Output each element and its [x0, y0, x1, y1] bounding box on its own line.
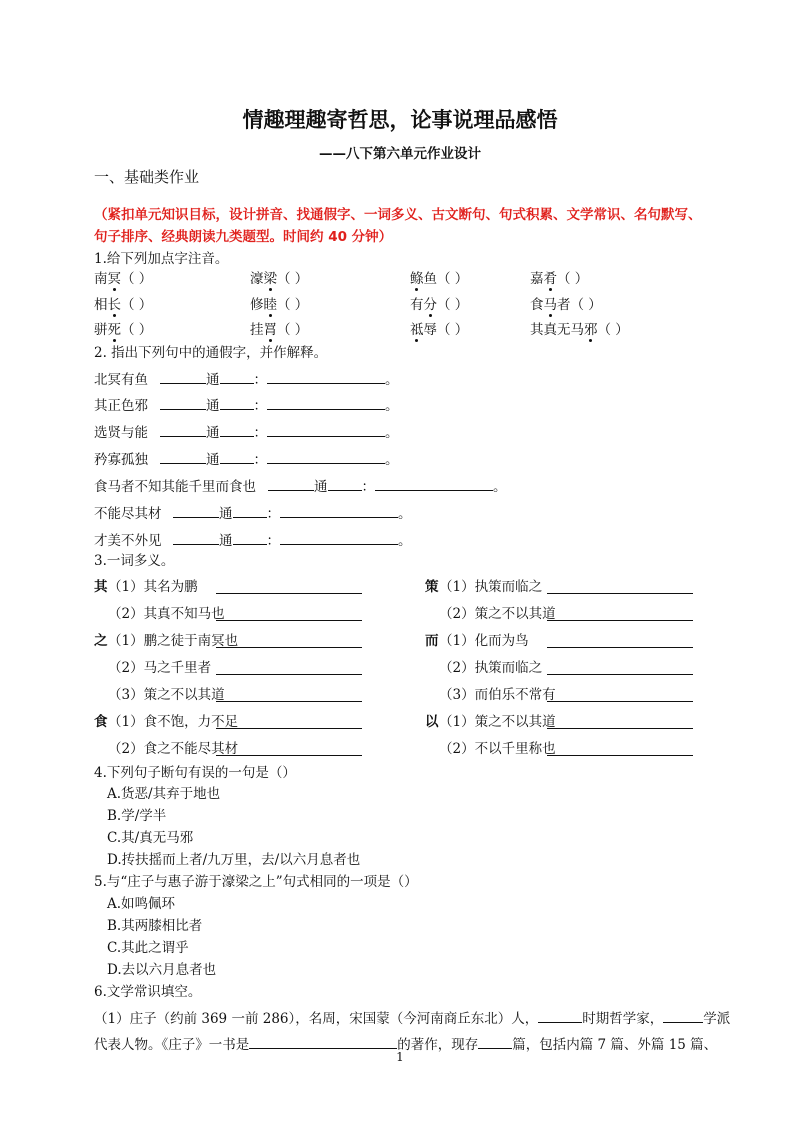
- connector-text: ：: [253, 425, 267, 441]
- connector-text: 通: [219, 533, 233, 549]
- blank-line[interactable]: [267, 397, 385, 410]
- blank-line[interactable]: [216, 701, 362, 702]
- blank-line[interactable]: [478, 1036, 512, 1049]
- key-word: 之: [94, 633, 108, 649]
- q5-option: D.去以六月息者也: [107, 962, 217, 978]
- q5-option: B.其两膝相比者: [107, 918, 203, 934]
- question-5-prompt: 5.与“庄子与惠子游于濠梁之上”句式相同的一项是（）: [94, 874, 418, 890]
- blank-line[interactable]: [216, 593, 362, 594]
- instruction-note-line2: 句子排序、经典朗读九类题型。时间约 40 分钟）: [94, 229, 393, 245]
- pinyin-word-part: 濠: [250, 271, 264, 287]
- connector-text: 通: [206, 398, 220, 414]
- usage-sentence: （2）执策而临之: [439, 660, 543, 676]
- answer-parentheses: （ ）: [277, 297, 309, 313]
- pinyin-word-part: 其真无马: [530, 322, 584, 338]
- usage-sentence: （2）马之千里者: [108, 660, 212, 676]
- pinyin-word-part: 有: [410, 297, 424, 313]
- pinyin-item[interactable]: [250, 296, 308, 314]
- polysemy-row: [94, 605, 225, 623]
- blank-line[interactable]: [267, 424, 385, 437]
- polysemy-row: [425, 578, 542, 596]
- key-word: 其: [94, 579, 108, 595]
- q4-option: A.货恶/其弃于地也: [107, 786, 221, 802]
- page-subtitle: ——八下第六单元作业设计: [319, 146, 481, 162]
- section-heading: 一、基础类作业: [94, 168, 200, 186]
- answer-parentheses: 鱼（ ）: [423, 271, 469, 287]
- q4-option: C.其/真无马邪: [107, 830, 194, 846]
- pinyin-item[interactable]: [94, 321, 152, 339]
- blank-line[interactable]: [233, 505, 267, 518]
- usage-sentence: （3）策之不以其道: [108, 687, 225, 703]
- dotted-character: 死: [107, 322, 121, 338]
- blank-line[interactable]: [267, 371, 385, 384]
- usage-sentence: （2）食之不能尽其材: [108, 741, 239, 757]
- dotted-character: 冥: [107, 271, 121, 287]
- pinyin-word-part: 挂: [250, 322, 264, 338]
- blank-line[interactable]: [538, 1010, 582, 1023]
- connector-text: 通: [314, 479, 328, 495]
- answer-parentheses: （ ）: [437, 297, 469, 313]
- key-word: 策: [425, 579, 439, 595]
- pinyin-item[interactable]: [530, 296, 602, 314]
- blank-line[interactable]: [547, 674, 693, 675]
- answer-parentheses: （ ）: [121, 297, 153, 313]
- blank-line[interactable]: [547, 728, 693, 729]
- polysemy-row: [425, 713, 556, 731]
- q6-text: （1）庄子（约前 369 一前 286），名周，宋国蒙（今河南商丘东北）人，: [94, 1011, 539, 1027]
- q5-option: A.如鸣佩环: [107, 896, 176, 912]
- blank-line[interactable]: [160, 371, 206, 384]
- blank-line[interactable]: [216, 647, 362, 648]
- connector-text: 。: [493, 479, 507, 495]
- answer-parentheses: 辱（ ）: [423, 322, 469, 338]
- blank-line[interactable]: [280, 532, 398, 545]
- tongjia-row: [94, 505, 412, 523]
- dotted-character: 祗: [410, 322, 424, 338]
- answer-parentheses: （ ）: [277, 322, 309, 338]
- blank-line[interactable]: [216, 728, 362, 729]
- usage-sentence: （2）策之不以其道: [439, 606, 556, 622]
- q4-option: D.抟扶摇而上者/九万里，去/以六月息者也: [107, 852, 361, 868]
- connector-text: 。: [385, 425, 399, 441]
- sentence-text: 不能尽其材: [94, 506, 162, 522]
- sentence-text: 其正色邪: [94, 398, 148, 414]
- dotted-character: 邪: [584, 322, 598, 338]
- blank-line[interactable]: [280, 505, 398, 518]
- dotted-character: 鲦: [410, 271, 424, 287]
- key-word: 食: [94, 714, 108, 730]
- connector-text: 通: [206, 372, 220, 388]
- pinyin-item[interactable]: [250, 321, 308, 339]
- connector-text: ：: [266, 533, 280, 549]
- blank-line[interactable]: [216, 620, 362, 621]
- dotted-character: 梁: [263, 271, 277, 287]
- pinyin-word-part: 骈: [94, 322, 108, 338]
- polysemy-row: [94, 686, 225, 704]
- blank-line[interactable]: [220, 451, 254, 464]
- q5-option: C.其此之谓乎: [107, 940, 189, 956]
- page-title: 情趣理趣寄哲思，论事说理品感悟: [242, 108, 558, 132]
- q6-text: 的著作，现存: [397, 1037, 479, 1053]
- usage-sentence: （1）其名为鹏: [108, 579, 198, 595]
- pinyin-item[interactable]: [94, 270, 152, 288]
- question-3-prompt: 3.一词多义。: [94, 553, 175, 569]
- polysemy-row: [425, 632, 529, 650]
- usage-sentence: （2）其真不知马也: [108, 606, 225, 622]
- connector-text: 通: [206, 452, 220, 468]
- question-4-prompt: 4.下列句子断句有误的一句是（）: [94, 765, 296, 781]
- connector-text: 。: [385, 452, 399, 468]
- usage-sentence: （2）不以千里称也: [439, 741, 556, 757]
- blank-line[interactable]: [547, 701, 693, 702]
- blank-line[interactable]: [328, 478, 362, 491]
- dotted-character: 长: [107, 297, 121, 313]
- answer-parentheses: （ ）: [277, 271, 309, 287]
- answer-parentheses: （ ）: [557, 271, 589, 287]
- key-word: 而: [425, 633, 439, 649]
- q6-text: 时期哲学家，: [582, 1011, 664, 1027]
- question-2-prompt: 2. 指出下列句中的通假字，并作解释。: [94, 345, 328, 361]
- q6-text: 篇，包括内篇 7 篇、外篇 15 篇、: [512, 1037, 718, 1053]
- polysemy-row: [425, 659, 542, 677]
- blank-line[interactable]: [375, 478, 493, 491]
- pinyin-word-part: 修: [250, 297, 264, 313]
- dotted-character: 肴: [543, 271, 557, 287]
- connector-text: ：: [253, 452, 267, 468]
- usage-sentence: （1）食不饱，力不足: [108, 714, 239, 730]
- answer-parentheses: （ ）: [121, 271, 153, 287]
- pinyin-item[interactable]: [530, 321, 629, 339]
- connector-text: 。: [398, 533, 412, 549]
- answer-parentheses: （ ）: [597, 322, 629, 338]
- blank-line[interactable]: [249, 1036, 397, 1049]
- connector-text: 。: [385, 372, 399, 388]
- blank-line[interactable]: [547, 647, 693, 648]
- pinyin-item[interactable]: [410, 296, 468, 314]
- dotted-character: 分: [423, 297, 437, 313]
- pinyin-item[interactable]: [410, 270, 468, 288]
- pinyin-item[interactable]: [410, 321, 468, 339]
- polysemy-row: [94, 578, 198, 596]
- pinyin-item[interactable]: [530, 270, 588, 288]
- usage-sentence: （1）鹏之徒于南冥也: [108, 633, 239, 649]
- blank-line[interactable]: [216, 674, 362, 675]
- question-1-prompt: 1.给下列加点字注音。: [94, 251, 229, 267]
- q4-option: B.学/学半: [107, 808, 167, 824]
- q6-text: 学派: [703, 1011, 731, 1027]
- tongjia-row: [94, 397, 399, 415]
- usage-sentence: （1）执策而临之: [439, 579, 543, 595]
- sentence-text: 选贤与能: [94, 425, 148, 441]
- blank-line[interactable]: [160, 397, 206, 410]
- connector-text: 。: [398, 506, 412, 522]
- tongjia-row: [94, 478, 507, 496]
- page-number: 1: [396, 1050, 404, 1064]
- dotted-character: 罥: [263, 322, 277, 338]
- answer-parentheses: 者（ ）: [557, 297, 602, 313]
- usage-sentence: （1）化而为鸟: [439, 633, 529, 649]
- blank-line[interactable]: [268, 478, 314, 491]
- pinyin-item[interactable]: [250, 270, 308, 288]
- connector-text: ：: [253, 398, 267, 414]
- connector-text: 通: [206, 425, 220, 441]
- pinyin-word-part: 相: [94, 297, 108, 313]
- sentence-text: 食马者不知其能千里而食也: [94, 479, 256, 495]
- blank-line[interactable]: [267, 451, 385, 464]
- tongjia-row: [94, 532, 412, 550]
- usage-sentence: （1）策之不以其道: [439, 714, 556, 730]
- question-6-line-1: [94, 1010, 730, 1028]
- connector-text: 。: [385, 398, 399, 414]
- polysemy-row: [425, 740, 556, 758]
- question-6-prompt: 6.文学常识填空。: [94, 984, 202, 1000]
- blank-line[interactable]: [160, 424, 206, 437]
- pinyin-word-part: 食: [530, 297, 544, 313]
- dotted-character: 马: [543, 297, 557, 313]
- connector-text: ：: [361, 479, 375, 495]
- blank-line[interactable]: [233, 532, 267, 545]
- blank-line[interactable]: [547, 593, 693, 594]
- tongjia-row: [94, 451, 399, 469]
- blank-line[interactable]: [216, 755, 362, 756]
- pinyin-item[interactable]: [94, 296, 152, 314]
- connector-text: ：: [266, 506, 280, 522]
- answer-parentheses: （ ）: [121, 322, 153, 338]
- blank-line[interactable]: [220, 424, 254, 437]
- pinyin-word-part: 南: [94, 271, 108, 287]
- connector-text: ：: [253, 372, 267, 388]
- tongjia-row: [94, 371, 399, 389]
- polysemy-row: [425, 686, 556, 704]
- tongjia-row: [94, 424, 399, 442]
- blank-line[interactable]: [547, 620, 693, 621]
- key-word: 以: [425, 714, 439, 730]
- blank-line[interactable]: [547, 755, 693, 756]
- usage-sentence: （3）而伯乐不常有: [439, 687, 556, 703]
- polysemy-row: [425, 605, 556, 623]
- dotted-character: 睦: [263, 297, 277, 313]
- blank-line[interactable]: [220, 371, 254, 384]
- blank-line[interactable]: [663, 1010, 703, 1023]
- q6-text: 代表人物。《庄子》一书是: [94, 1037, 250, 1053]
- blank-line[interactable]: [173, 532, 219, 545]
- polysemy-row: [94, 659, 211, 677]
- blank-line[interactable]: [160, 451, 206, 464]
- instruction-note-line1: （紧扣单元知识目标，设计拼音、找通假字、一词多义、古文断句、句式积累、文学常识、名句默写、: [94, 207, 702, 223]
- connector-text: 通: [219, 506, 233, 522]
- sentence-text: 北冥有鱼: [94, 372, 148, 388]
- sentence-text: 才美不外见: [94, 533, 162, 549]
- sentence-text: 矜寡孤独: [94, 452, 148, 468]
- blank-line[interactable]: [173, 505, 219, 518]
- pinyin-word-part: 嘉: [530, 271, 544, 287]
- blank-line[interactable]: [220, 397, 254, 410]
